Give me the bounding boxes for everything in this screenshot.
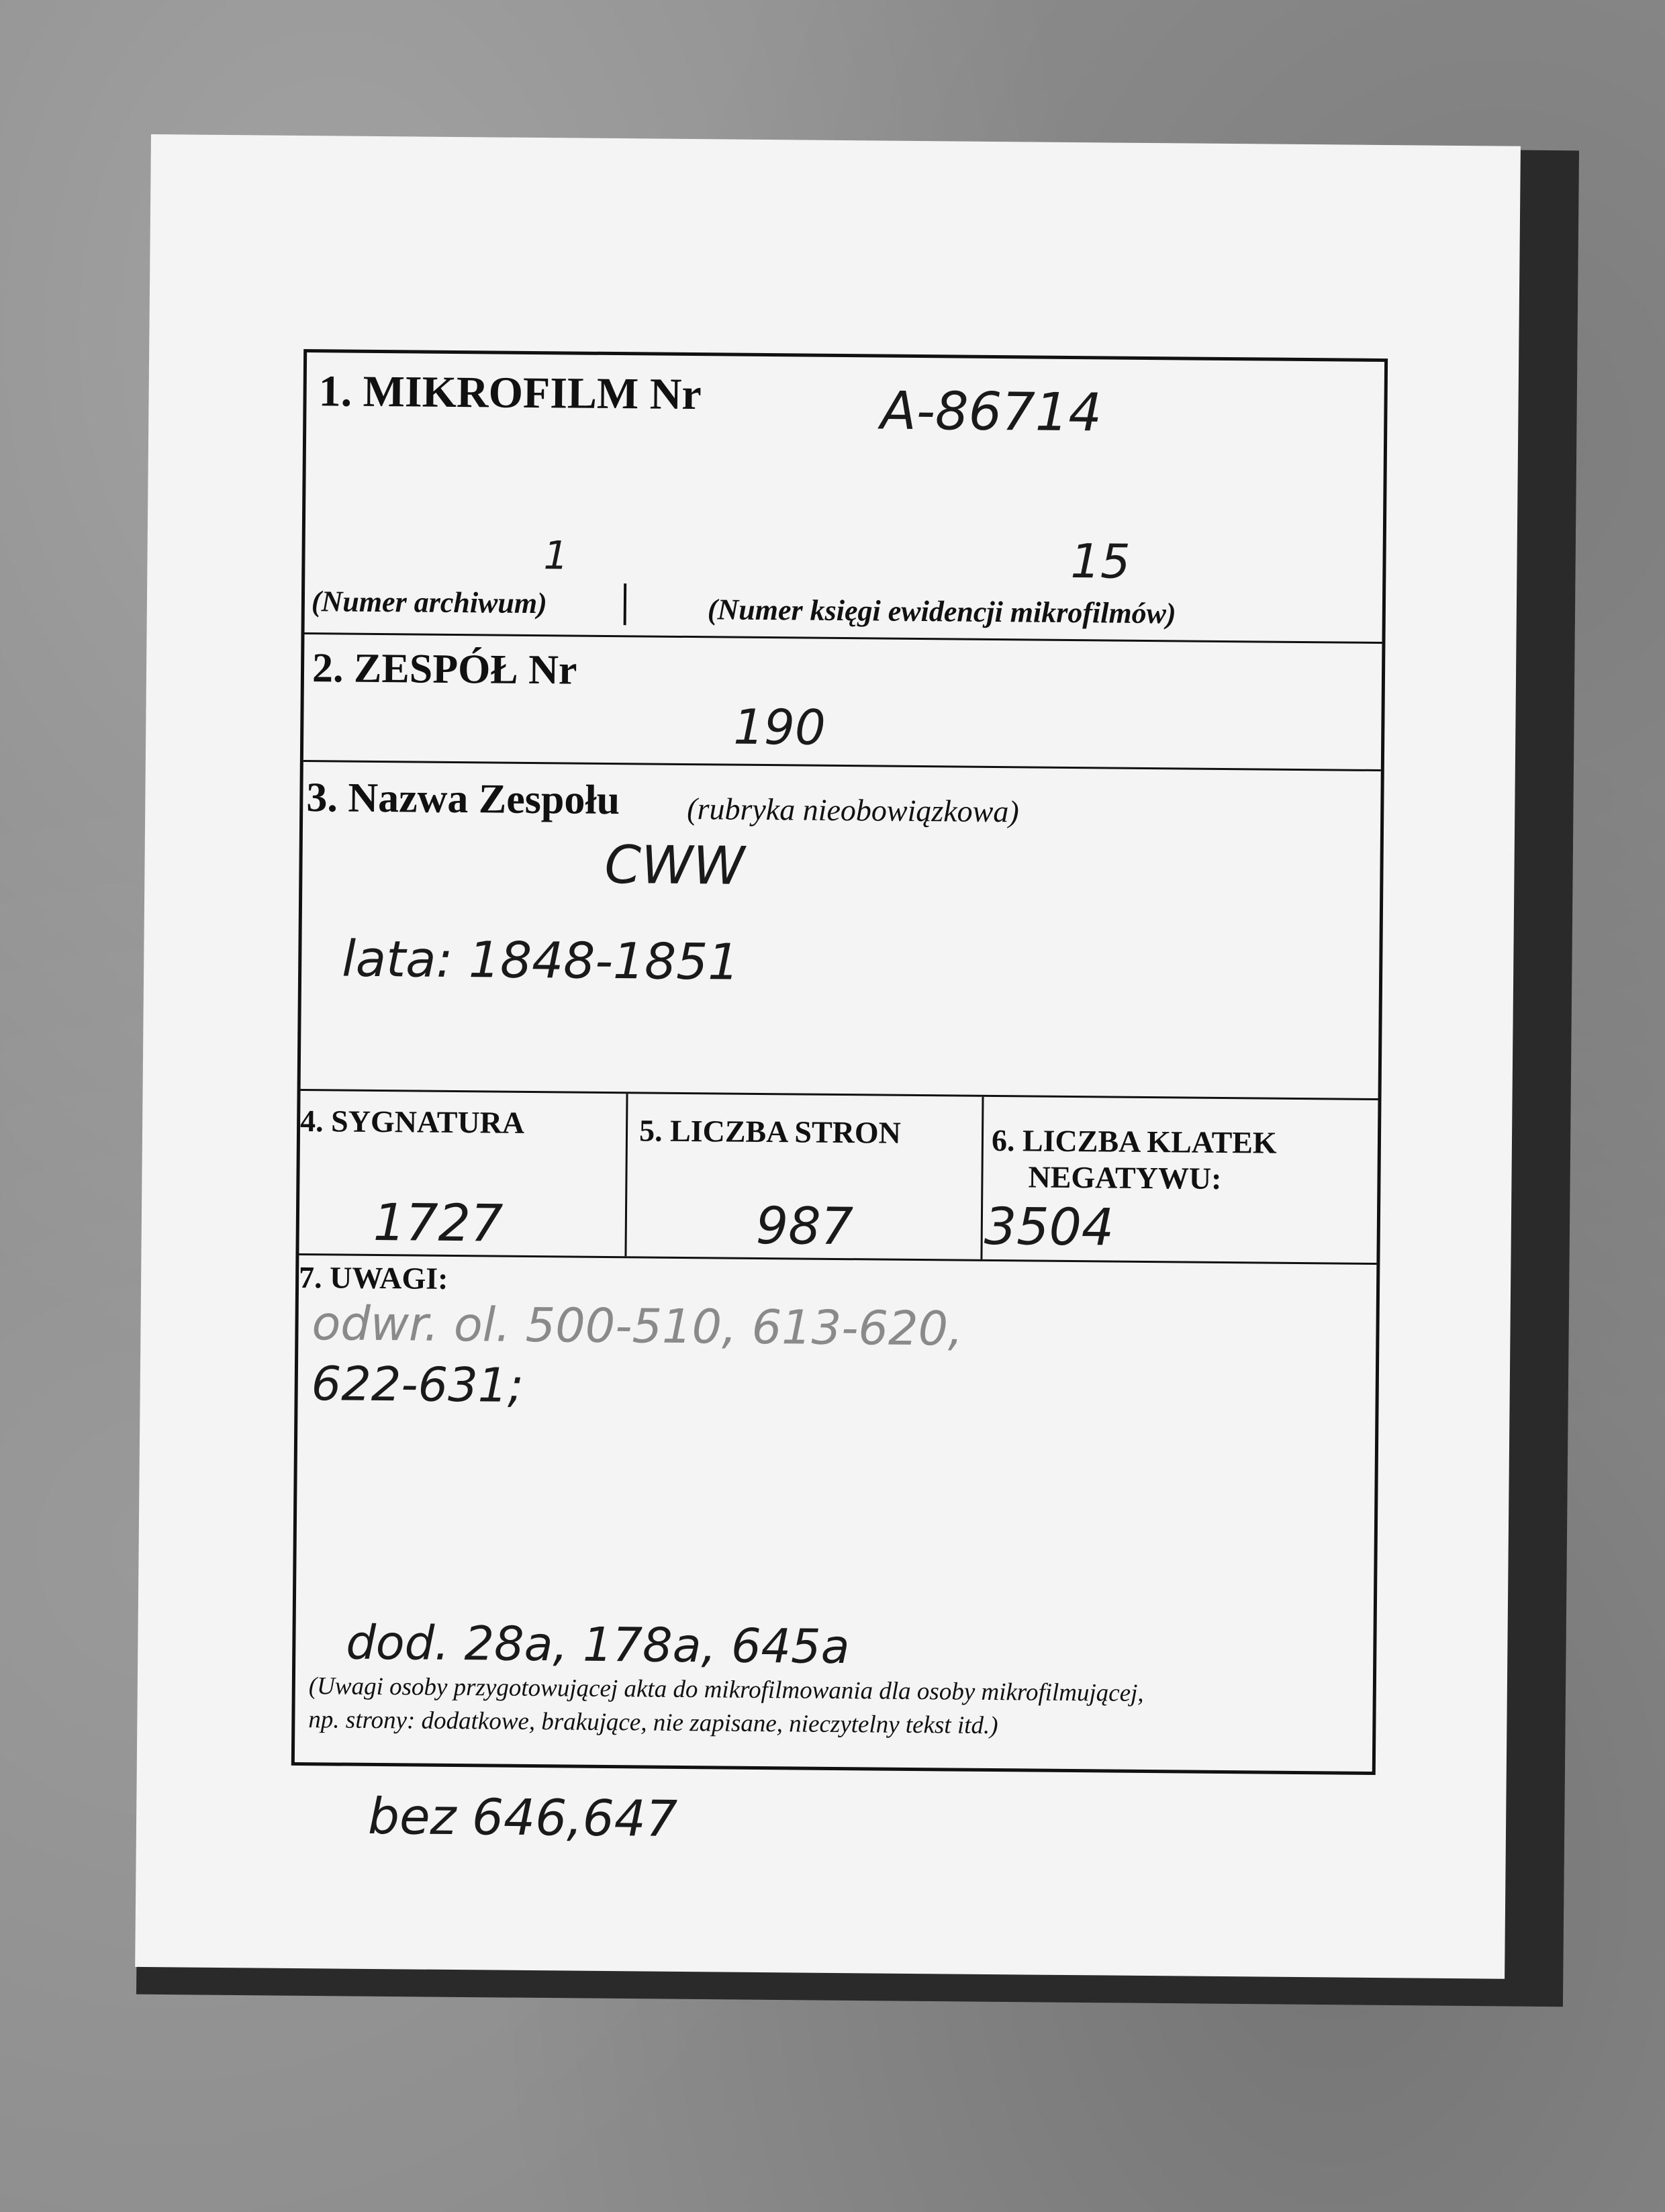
microfilm-card [135,134,1521,1979]
remarks-note-2: np. strony: dodatkowe, brakujące, nie zapisane, nieczytelny tekst itd.) [308,1706,998,1740]
frames-label-2: NEGATYWU: [1028,1159,1222,1196]
fonds-value: 190 [732,698,826,756]
signature-label: 4. SYGNATURA [299,1103,525,1140]
archive-divider [624,583,627,625]
remarks-line3: dod. 28a, 178a, 645a [346,1615,850,1675]
remarks-line1: odwr. ol. 500-510, 613-620, [312,1296,963,1357]
row-remarks [295,1255,1377,1778]
signature-value: 1727 [373,1192,504,1253]
microfilm-value: A-86714 [880,381,1102,444]
microfilm-form [291,349,1388,1775]
fonds-label: 2. ZESPÓŁ Nr [312,645,577,693]
row-microfilm [305,352,1385,644]
row-fonds-name [301,762,1381,1100]
archive-number-label: (Numer archiwum) [311,585,547,620]
remarks-note-1: (Uwagi osoby przygotowującej akta do mikrofilmowania dla osoby mikrofilmującej, [308,1672,1144,1707]
remarks-label: 7. UWAGI: [298,1259,448,1296]
row-counts [299,1091,1378,1265]
archive-number-value: 1 [543,532,569,579]
register-number-value: 15 [1070,533,1131,589]
fonds-name-label: 3. Nazwa Zespołu [306,775,620,824]
row-fonds [303,634,1382,771]
below-form-note: bez 646,647 [367,1787,678,1848]
microfilm-label: 1. MIKROFILM Nr [318,367,702,420]
remarks-line2: 622-631; [311,1356,524,1413]
fonds-name-note: (rubryka nieobowiązkowa) [687,791,1019,829]
pages-value: 987 [755,1195,854,1257]
register-number-label: (Numer księgi ewidencji mikrofilmów) [707,593,1176,630]
fonds-name-value: CWW [604,834,745,897]
pages-label: 5. LICZBA STRON [638,1113,902,1150]
fonds-years-value: lata: 1848-1851 [341,930,740,992]
frames-label-1: 6. LICZBA KLATEK [991,1122,1277,1160]
frames-value: 3504 [984,1196,1114,1257]
counts-divider-1 [624,1094,628,1256]
